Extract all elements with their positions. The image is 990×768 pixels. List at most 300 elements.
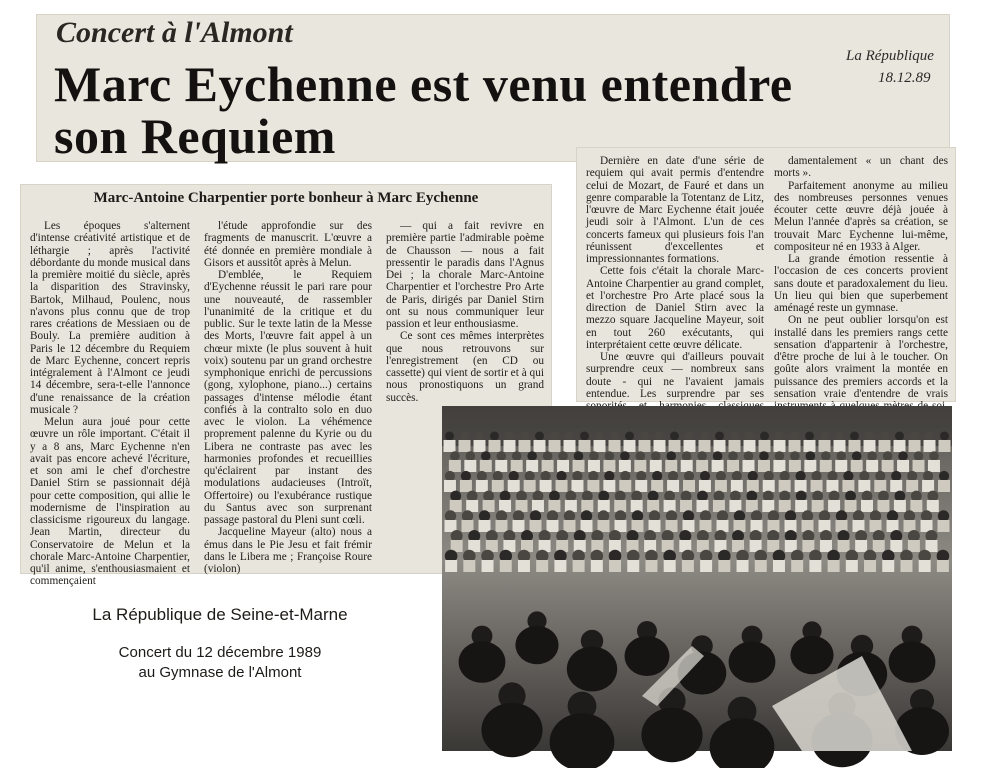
choir-singer-shirt xyxy=(542,460,554,472)
choir-singer-head xyxy=(466,451,476,461)
choir-singer-head xyxy=(681,491,692,502)
choir-singer-shirt xyxy=(906,480,918,492)
choir-singer-head xyxy=(479,510,490,521)
choir-singer-head xyxy=(836,451,846,461)
choir-singer-head xyxy=(732,471,742,481)
orchestra-player-body xyxy=(625,636,670,676)
choir-singer-head xyxy=(811,471,821,481)
choir-singer-head xyxy=(923,471,933,481)
choir-singer-shirt xyxy=(513,520,525,532)
choir-singer-head xyxy=(925,432,934,441)
choir-singer-shirt xyxy=(866,460,878,472)
choir-singer-head xyxy=(475,432,484,441)
choir-singer-shirt xyxy=(853,520,865,532)
choir-singer-shirt xyxy=(516,500,528,512)
choir-singer-head xyxy=(580,432,589,441)
choir-singer-head xyxy=(496,510,507,521)
choir-singer-shirt xyxy=(874,480,886,492)
choir-singer-shirt xyxy=(650,460,662,472)
choir-singer-shirt xyxy=(835,460,847,472)
choir-singer-shirt xyxy=(609,560,621,572)
orchestra-player-body xyxy=(729,641,776,683)
choir-singer-shirt xyxy=(838,540,850,552)
choir-singer-shirt xyxy=(631,500,643,512)
choir-singer-shirt xyxy=(588,460,600,472)
choir-singer-shirt xyxy=(565,500,577,512)
choir-singer-shirt xyxy=(540,480,552,492)
choir-singer-head xyxy=(898,451,908,461)
choir-singer-head xyxy=(763,491,774,502)
choir-singer-head xyxy=(598,491,609,502)
choir-singer-head xyxy=(572,471,582,481)
choir-singer-shirt xyxy=(699,480,711,492)
choir-singer-head xyxy=(620,471,630,481)
choir-singer-shirt xyxy=(718,560,730,572)
choir-singer-head xyxy=(589,451,599,461)
choir-singer-head xyxy=(748,471,758,481)
choir-singer-shirt xyxy=(556,480,568,492)
choir-singer-shirt xyxy=(444,480,456,492)
choir-singer-shirt xyxy=(727,460,739,472)
choir-singer-head xyxy=(764,471,774,481)
choir-singer-shirt xyxy=(820,460,832,472)
choir-singer-head xyxy=(512,451,522,461)
choir-singer-shirt xyxy=(500,560,512,572)
choir-singer-head xyxy=(812,491,823,502)
choir-singer-head xyxy=(875,471,885,481)
choir-singer-shirt xyxy=(938,480,950,492)
choir-singer-shirt xyxy=(804,440,816,452)
choir-singer-shirt xyxy=(479,520,491,532)
choir-singer-head xyxy=(780,471,790,481)
choir-singer-head xyxy=(715,432,724,441)
choir-singer-shirt xyxy=(635,480,647,492)
paragraph: D'emblée, le Requiem d'Eychenne réussit le pari rare pour une nouveauté, de rassembler l'unanimité de la critique et du public. Sur le texte latin de la Messe des Morts, l'œuvre fait appel à un chœur mixte (le plus souvent à huit voix) soutenu par un grand orchestre symphonique enrichi de percussions (gong, xylophone, piano...) certains passages d'intense mélodie étant confiés à la contralto solo en duo avec le violon. La véhémence proprement palenne du Kyrie ou du Libera ne contraste pas avec les harmonies profondes et recueillies qu'éclairent par instant des modulations audacieuses (Introït, Offertoire) ou l'exubérance rustique du Santus avec son surprenant passage pastoral du Pleni sunt cœli. xyxy=(204,269,372,526)
choir-singer-head xyxy=(775,451,785,461)
choir-singer-head xyxy=(651,451,661,461)
paragraph: Ce sont ces mêmes interprètes que nous retrouvons sur l'enregistrement (en CD ou cassette) qui vient de sortir et à qui nous pronostiquons un grand succès. xyxy=(386,330,544,404)
choir-singer-shirt xyxy=(547,520,559,532)
choir-singer-shirt xyxy=(773,560,785,572)
choir-singer-shirt xyxy=(554,560,566,572)
choir-singer-head xyxy=(910,432,919,441)
choir-singer-shirt xyxy=(645,560,657,572)
choir-singer-head xyxy=(535,432,544,441)
paragraph: Parfaitement anonyme au milieu des nombreuses personnes venues écouter cette œuvre déjà jouée à Melun l'année d'après sa création, se trouvait Marc Eychenne lui-même, compositeur né en 1933 à Alger. xyxy=(774,179,948,253)
choir-singer-shirt xyxy=(474,440,486,452)
choir-singer-shirt xyxy=(647,500,659,512)
choir-singer-head xyxy=(802,510,813,521)
choir-singer-shirt xyxy=(864,560,876,572)
choir-singer-shirt xyxy=(581,500,593,512)
choir-singer-shirt xyxy=(729,500,741,512)
choir-singer-head xyxy=(760,432,769,441)
choir-singer-head xyxy=(581,510,592,521)
choir-singer-head xyxy=(615,491,626,502)
choir-singer-shirt xyxy=(828,560,840,572)
choir-singer-head xyxy=(670,432,679,441)
choir-singer-head xyxy=(700,471,710,481)
choir-singer-head xyxy=(685,432,694,441)
caption-publication: La République de Seine-et-Marne xyxy=(92,605,348,624)
choir-singer-shirt xyxy=(680,500,692,512)
choir-singer-head xyxy=(895,432,904,441)
orchestra-player-body xyxy=(481,703,542,757)
choir-singer-shirt xyxy=(897,460,909,472)
choir-singer-head xyxy=(819,510,830,521)
choir-singer-head xyxy=(664,491,675,502)
choir-singer-shirt xyxy=(791,560,803,572)
choir-singer-shirt xyxy=(922,480,934,492)
choir-singer-shirt xyxy=(699,440,711,452)
choir-singer-shirt xyxy=(910,500,922,512)
choir-singer-shirt xyxy=(511,460,523,472)
choir-singer-head xyxy=(598,510,609,521)
choir-singer-shirt xyxy=(526,460,538,472)
choir-singer-head xyxy=(549,491,560,502)
choir-singer-shirt xyxy=(924,440,936,452)
choir-singer-shirt xyxy=(828,500,840,512)
choir-singer-head xyxy=(835,432,844,441)
article-right-clipping xyxy=(576,147,956,402)
choir-singer-head xyxy=(790,451,800,461)
choir-singer-shirt xyxy=(713,500,725,512)
choir-singer-shirt xyxy=(759,440,771,452)
choir-singer-head xyxy=(450,491,461,502)
choir-singer-head xyxy=(550,432,559,441)
article-left-column-3 xyxy=(386,220,544,404)
choir-singer-head xyxy=(891,471,901,481)
choir-singer-shirt xyxy=(938,520,950,532)
choir-singer-shirt xyxy=(700,520,712,532)
choir-singer-shirt xyxy=(508,480,520,492)
choir-singer-shirt xyxy=(700,560,712,572)
choir-singer-shirt xyxy=(504,440,516,452)
choir-singer-shirt xyxy=(614,500,626,512)
choir-singer-head xyxy=(870,510,881,521)
choir-singer-head xyxy=(683,510,694,521)
paragraph: Jacqueline Mayeur (alto) nous a émus dans le Pie Jesu et fait frémir dans le Libera me ; Françoise Roure (violon) xyxy=(204,526,372,575)
choir-singer-head xyxy=(565,432,574,441)
choir-singer-shirt xyxy=(587,480,599,492)
choir-singer-shirt xyxy=(548,500,560,512)
choir-singer-head xyxy=(666,510,677,521)
choir-singer-head xyxy=(714,491,725,502)
choir-singer-head xyxy=(558,451,568,461)
choir-singer-head xyxy=(525,471,535,481)
choir-singer-shirt xyxy=(564,440,576,452)
choir-singer-shirt xyxy=(665,460,677,472)
choir-singer-shirt xyxy=(919,560,931,572)
choir-singer-head xyxy=(730,491,741,502)
choir-singer-shirt xyxy=(496,520,508,532)
choir-singer-head xyxy=(648,491,659,502)
choir-singer-shirt xyxy=(579,440,591,452)
choir-singer-head xyxy=(836,510,847,521)
choir-singer-shirt xyxy=(492,480,504,492)
choir-singer-head xyxy=(805,432,814,441)
choir-singer-shirt xyxy=(879,440,891,452)
choir-singer-head xyxy=(461,471,471,481)
choir-singer-shirt xyxy=(845,500,857,512)
choir-singer-head xyxy=(496,451,506,461)
choir-singer-shirt xyxy=(846,560,858,572)
paragraph: Melun aura joué pour cette œuvre un rôle important. C'était il y a 8 ans, Marc Eychenne n'en avait pas encore achevé l'écriture, et son ami le chef d'orchestre Daniel Stirn se passionnait déjà pour cette composition, qui allie le modernisme de l'inspiration au classicisme rigoureux du langage. Jean Martin, directeur du Conservatoire de Melun et la chorale Marc-Antoine Charpentier, qu'il anime, s'enthousiasmaient et commençaient xyxy=(30,416,190,588)
choir-singer-shirt xyxy=(851,460,863,472)
choir-singer-head xyxy=(649,510,660,521)
choir-singer-shirt xyxy=(619,480,631,492)
choir-singer-head xyxy=(790,432,799,441)
choir-singer-head xyxy=(666,451,676,461)
choir-singer-head xyxy=(821,451,831,461)
choir-singer-shirt xyxy=(836,520,848,532)
choir-singer-head xyxy=(734,510,745,521)
choir-singer-shirt xyxy=(669,440,681,452)
choir-singer-head xyxy=(513,510,524,521)
choir-singer-shirt xyxy=(564,520,576,532)
choir-singer-shirt xyxy=(445,560,457,572)
choir-singer-head xyxy=(445,510,456,521)
choir-singer-shirt xyxy=(714,440,726,452)
choir-singer-shirt xyxy=(603,460,615,472)
choir-singer-shirt xyxy=(908,540,920,552)
choir-singer-head xyxy=(745,432,754,441)
choir-singer-shirt xyxy=(842,480,854,492)
choir-singer-head xyxy=(588,471,598,481)
choir-singer-head xyxy=(746,491,757,502)
choir-singer-head xyxy=(493,471,503,481)
choir-singer-shirt xyxy=(913,460,925,472)
choir-singer-head xyxy=(543,451,553,461)
paragraph: Une œuvre qui d'ailleurs pouvait surprendre ceux — nombreux sans doute - qui ne l'avaient jamais entendue. Les surprendre par ses xyxy=(586,351,764,400)
choir-singer-head xyxy=(768,510,779,521)
choir-singer-head xyxy=(717,510,728,521)
choir-singer-shirt xyxy=(536,560,548,572)
choir-singer-shirt xyxy=(894,440,906,452)
choir-singer-head xyxy=(938,510,949,521)
choir-singer-head xyxy=(631,491,642,502)
choir-singer-shirt xyxy=(774,440,786,452)
choir-singer-head xyxy=(820,432,829,441)
kicker: Concert à l'Almont xyxy=(56,16,293,49)
choir-singer-shirt xyxy=(712,460,724,472)
choir-singer-shirt xyxy=(873,540,885,552)
paragraph: — qui a fait revivre en première partie l'admirable poème de Chausson — nous a fait pressentir le paradis dans l'Agnus Dei ; la chorale Marc-Antoine Charpentier et l'orchestre Pro Arte de Paris, dirigés par Daniel Stirn ont su nous communiquer leur passion et leur enthousiasme. xyxy=(386,220,544,330)
choir-singer-shirt xyxy=(654,440,666,452)
choir-singer-shirt xyxy=(530,520,542,532)
choir-singer-shirt xyxy=(609,440,621,452)
choir-singer-head xyxy=(911,491,922,502)
choir-singer-head xyxy=(615,510,626,521)
choir-singer-head xyxy=(827,471,837,481)
choir-singer-head xyxy=(460,432,469,441)
choir-singer-shirt xyxy=(882,560,894,572)
handwritten-date: 18.12.89 xyxy=(878,70,931,86)
choir-singer-shirt xyxy=(476,480,488,492)
choir-singer-shirt xyxy=(804,460,816,472)
choir-singer-shirt xyxy=(696,500,708,512)
choir-singer-head xyxy=(636,471,646,481)
choir-singer-head xyxy=(895,491,906,502)
choir-singer-shirt xyxy=(480,460,492,472)
choir-singer-shirt xyxy=(864,440,876,452)
choir-singer-head xyxy=(929,451,939,461)
choir-singer-shirt xyxy=(463,560,475,572)
choir-singer-shirt xyxy=(627,560,639,572)
choir-singer-shirt xyxy=(812,500,824,512)
choir-singer-head xyxy=(668,471,678,481)
paragraph: La grande émotion ressentie à l'occasion de ces concerts provient sans doute et paradoxalement du lieu. Un lieu qui bien que superbement aménagé reste un gymnase. xyxy=(774,253,948,314)
choir-singer-shirt xyxy=(524,480,536,492)
choir-singer-shirt xyxy=(619,460,631,472)
choir-singer-shirt xyxy=(819,440,831,452)
choir-singer-shirt xyxy=(744,440,756,452)
choir-singer-shirt xyxy=(534,440,546,452)
choir-singer-shirt xyxy=(581,520,593,532)
choir-singer-head xyxy=(467,491,478,502)
choir-singer-head xyxy=(540,471,550,481)
choir-singer-head xyxy=(445,471,455,481)
choir-singer-shirt xyxy=(464,460,476,472)
choir-singer-shirt xyxy=(573,460,585,472)
choir-singer-head xyxy=(636,451,646,461)
choir-singer-shirt xyxy=(495,460,507,472)
choir-singer-head xyxy=(744,451,754,461)
choir-singer-head xyxy=(697,451,707,461)
choir-singer-head xyxy=(887,510,898,521)
choir-singer-shirt xyxy=(459,440,471,452)
choir-singer-shirt xyxy=(937,560,949,572)
choir-singer-shirt xyxy=(861,500,873,512)
choir-singer-head xyxy=(867,451,877,461)
headline-title-line2: son Requiem xyxy=(54,108,336,164)
choir-singer-head xyxy=(795,471,805,481)
choir-singer-shirt xyxy=(894,500,906,512)
article-left-column-1 xyxy=(30,220,190,588)
choir-singer-shirt xyxy=(737,560,749,572)
orchestra-player-body xyxy=(641,708,702,762)
choir-singer-shirt xyxy=(855,540,867,552)
choir-singer-head xyxy=(527,451,537,461)
choir-singer-head xyxy=(700,432,709,441)
choir-singer-head xyxy=(477,471,487,481)
choir-singer-shirt xyxy=(890,480,902,492)
choir-singer-shirt xyxy=(445,520,457,532)
choir-singer-shirt xyxy=(532,500,544,512)
choir-singer-shirt xyxy=(925,540,937,552)
choir-singer-head xyxy=(880,432,889,441)
choir-singer-head xyxy=(533,491,544,502)
choir-singer-shirt xyxy=(450,500,462,512)
choir-singer-head xyxy=(500,491,511,502)
choir-singer-shirt xyxy=(900,560,912,572)
choir-singer-head xyxy=(716,471,726,481)
choir-singer-shirt xyxy=(598,520,610,532)
orchestra-player-body xyxy=(889,641,936,683)
choir-singer-head xyxy=(850,432,859,441)
choir-singer-shirt xyxy=(779,500,791,512)
choir-singer-head xyxy=(852,451,862,461)
choir-singer-head xyxy=(516,491,527,502)
choir-singer-head xyxy=(796,491,807,502)
choir-singer-shirt xyxy=(890,540,902,552)
choir-singer-shirt xyxy=(809,560,821,572)
choir-singer-head xyxy=(779,491,790,502)
headline-clipping xyxy=(36,14,950,162)
choir-singer-head xyxy=(907,471,917,481)
choir-singer-shirt xyxy=(651,480,663,492)
choir-singer-head xyxy=(751,510,762,521)
choir-singer-shirt xyxy=(460,480,472,492)
choir-singer-head xyxy=(445,432,454,441)
choir-singer-shirt xyxy=(684,440,696,452)
article-subtitle: Marc-Antoine Charpentier porte bonheur à Marc Eychenne xyxy=(93,190,479,206)
choir-singer-head xyxy=(547,510,558,521)
choir-singer-head xyxy=(775,432,784,441)
choir-singer-shirt xyxy=(743,460,755,472)
choir-singer-head xyxy=(605,451,615,461)
choir-singer-head xyxy=(564,510,575,521)
concert-photo-drawing xyxy=(442,406,952,751)
choir-singer-head xyxy=(843,471,853,481)
choir-singer-shirt xyxy=(909,440,921,452)
choir-singer-head xyxy=(509,471,519,481)
choir-singer-shirt xyxy=(482,560,494,572)
choir-singer-shirt xyxy=(877,500,889,512)
choir-singer-shirt xyxy=(518,560,530,572)
orchestra-player-body xyxy=(515,626,558,664)
choir-singer-shirt xyxy=(731,480,743,492)
choir-singer-head xyxy=(845,491,856,502)
choir-singer-head xyxy=(883,451,893,461)
choir-singer-head xyxy=(853,510,864,521)
choir-singer-head xyxy=(565,491,576,502)
choir-singer-shirt xyxy=(681,460,693,472)
choir-singer-shirt xyxy=(717,520,729,532)
choir-singer-shirt xyxy=(466,500,478,512)
choir-singer-shirt xyxy=(762,500,774,512)
choir-singer-shirt xyxy=(682,560,694,572)
choir-singer-head xyxy=(462,510,473,521)
choir-singer-head xyxy=(939,471,949,481)
choir-singer-shirt xyxy=(746,500,758,512)
choir-singer-shirt xyxy=(779,480,791,492)
paragraph: damentalement « un chant des morts ». xyxy=(774,155,948,180)
paragraph: l'étude approfondie sur des fragments de manuscrit. L'œuvre a été donnée en première mondiale à Gisors et aussitôt après à Melun. xyxy=(204,220,372,269)
article-left-column-2 xyxy=(204,220,372,575)
choir-singer-shirt xyxy=(557,460,569,472)
choir-singer-shirt xyxy=(789,460,801,472)
choir-singer-shirt xyxy=(603,480,615,492)
choir-singer-shirt xyxy=(858,480,870,492)
choir-singer-shirt xyxy=(667,480,679,492)
choir-singer-head xyxy=(582,491,593,502)
choir-singer-shirt xyxy=(462,520,474,532)
article-right-column-2 xyxy=(774,155,948,399)
choir-singer-shirt xyxy=(449,460,461,472)
choir-singer-shirt xyxy=(795,500,807,512)
choir-singer-shirt xyxy=(444,440,456,452)
choir-singer-head xyxy=(483,491,494,502)
choir-singer-head xyxy=(878,491,889,502)
choir-singer-shirt xyxy=(591,560,603,572)
caption-venue: au Gymnase de l'Almont xyxy=(138,664,302,681)
choir-singer-shirt xyxy=(758,460,770,472)
choir-singer-shirt xyxy=(489,440,501,452)
choir-singer-shirt xyxy=(849,440,861,452)
choir-singer-shirt xyxy=(795,480,807,492)
choir-singer-head xyxy=(490,432,499,441)
